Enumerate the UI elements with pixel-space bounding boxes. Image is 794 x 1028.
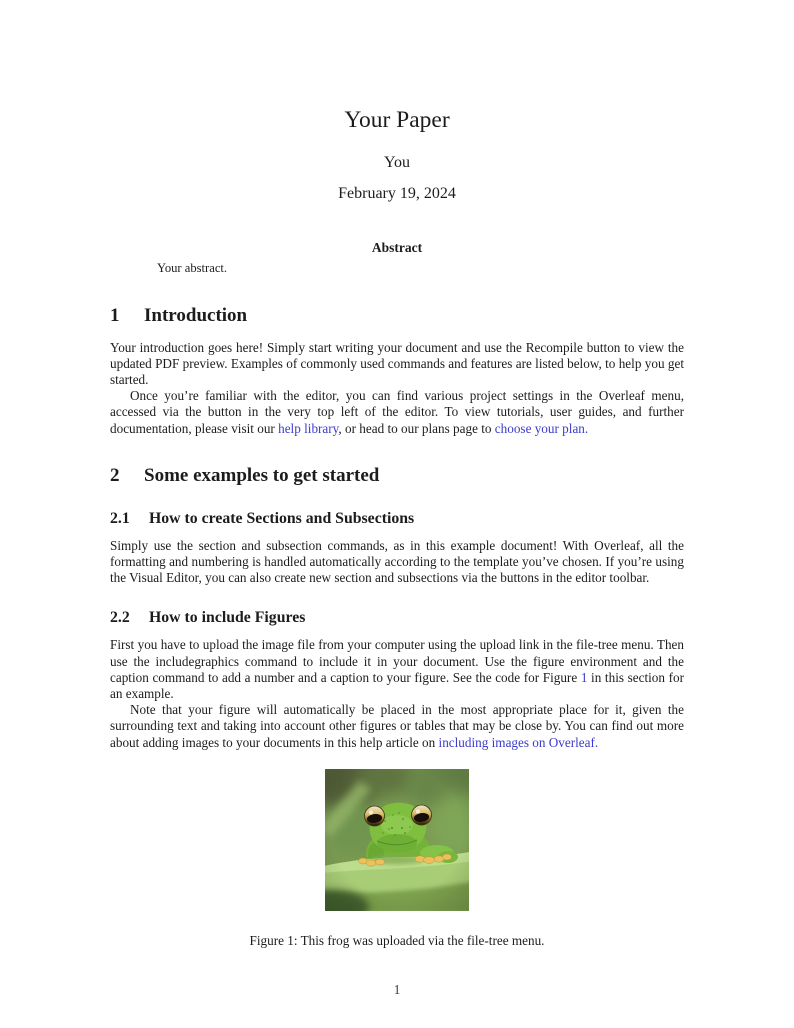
section-number: 1 [110, 304, 120, 326]
abstract-heading: Abstract [371, 240, 423, 255]
subsection-heading-sections [110, 509, 684, 528]
intro-paragraph-1: Your introduction goes here! Simply start writing your document and use the Recompile button to view the updated PDF preview. Examples of commonly used commands and features are listed below, to help you get started. [110, 339, 684, 387]
help-library-link[interactable]: help library [278, 420, 339, 436]
subsection-number: 2.1 [110, 509, 130, 527]
subsection-number: 2.2 [110, 609, 130, 627]
text-run: Note that your figure will automatically be placed in the most appropriate place for it, given the surrounding text and taking into account other figures or tables that may be close by. You can find out more about adding images to your documents in this help article on [110, 702, 684, 750]
intro-paragraph-2 [110, 388, 684, 437]
text-run: , or head to our plans page to [338, 420, 495, 436]
figures-paragraph-2 [110, 702, 684, 751]
paper-author: You [384, 154, 410, 171]
section-title: Some examples to get started [144, 464, 380, 486]
section-heading-introduction [110, 304, 684, 327]
subsection-title: How to include Figures [149, 609, 306, 627]
abstract-text: Your abstract. [157, 261, 228, 275]
figure-caption: Figure 1: This frog was uploaded via the file-tree menu. [249, 932, 545, 948]
figure-1 [110, 769, 684, 949]
including-images-link[interactable]: including images on Overleaf. [438, 734, 599, 750]
text-run: in this section for an example. [110, 669, 684, 701]
frog-photo [325, 769, 469, 911]
page-content [0, 106, 794, 949]
page-number: 1 [393, 982, 401, 997]
subsection-heading-figures [110, 608, 684, 627]
sections-paragraph: Simply use the section and subsection commands, as in this example document! With Overleaf, all the formatting and numbering is handled automatically according to the template you’ve chosen. If you’re using the Visual Editor, you can also create new section and subsections via the buttons in the editor toolbar. [110, 537, 684, 586]
choose-your-plan-link[interactable]: choose your plan. [494, 420, 589, 436]
subsection-title: How to create Sections and Subsections [149, 509, 415, 527]
figure-1-ref-link[interactable]: 1 [580, 669, 588, 685]
paper-title: Your Paper [344, 107, 450, 133]
section-title: Introduction [144, 304, 248, 326]
section-heading-examples [110, 464, 684, 487]
text-run: Once you’re familiar with the editor, you can find various project settings in the Overleaf menu, accessed via the button in the very top left of the editor. To view tutorials, user guides, and further documentation, please visit our [110, 388, 684, 436]
figures-paragraph-1 [110, 637, 684, 702]
text-run: First you have to upload the image file from your computer using the upload link in the file-tree menu. Then use the includegraphics command to include it in your document. Use the figure environment and the caption command to add a number and a caption to your figure. See the code for Figure [110, 637, 684, 685]
paper-date: February 19, 2024 [338, 185, 456, 202]
figure-image-wrap [110, 769, 684, 916]
section-number: 2 [110, 464, 120, 486]
